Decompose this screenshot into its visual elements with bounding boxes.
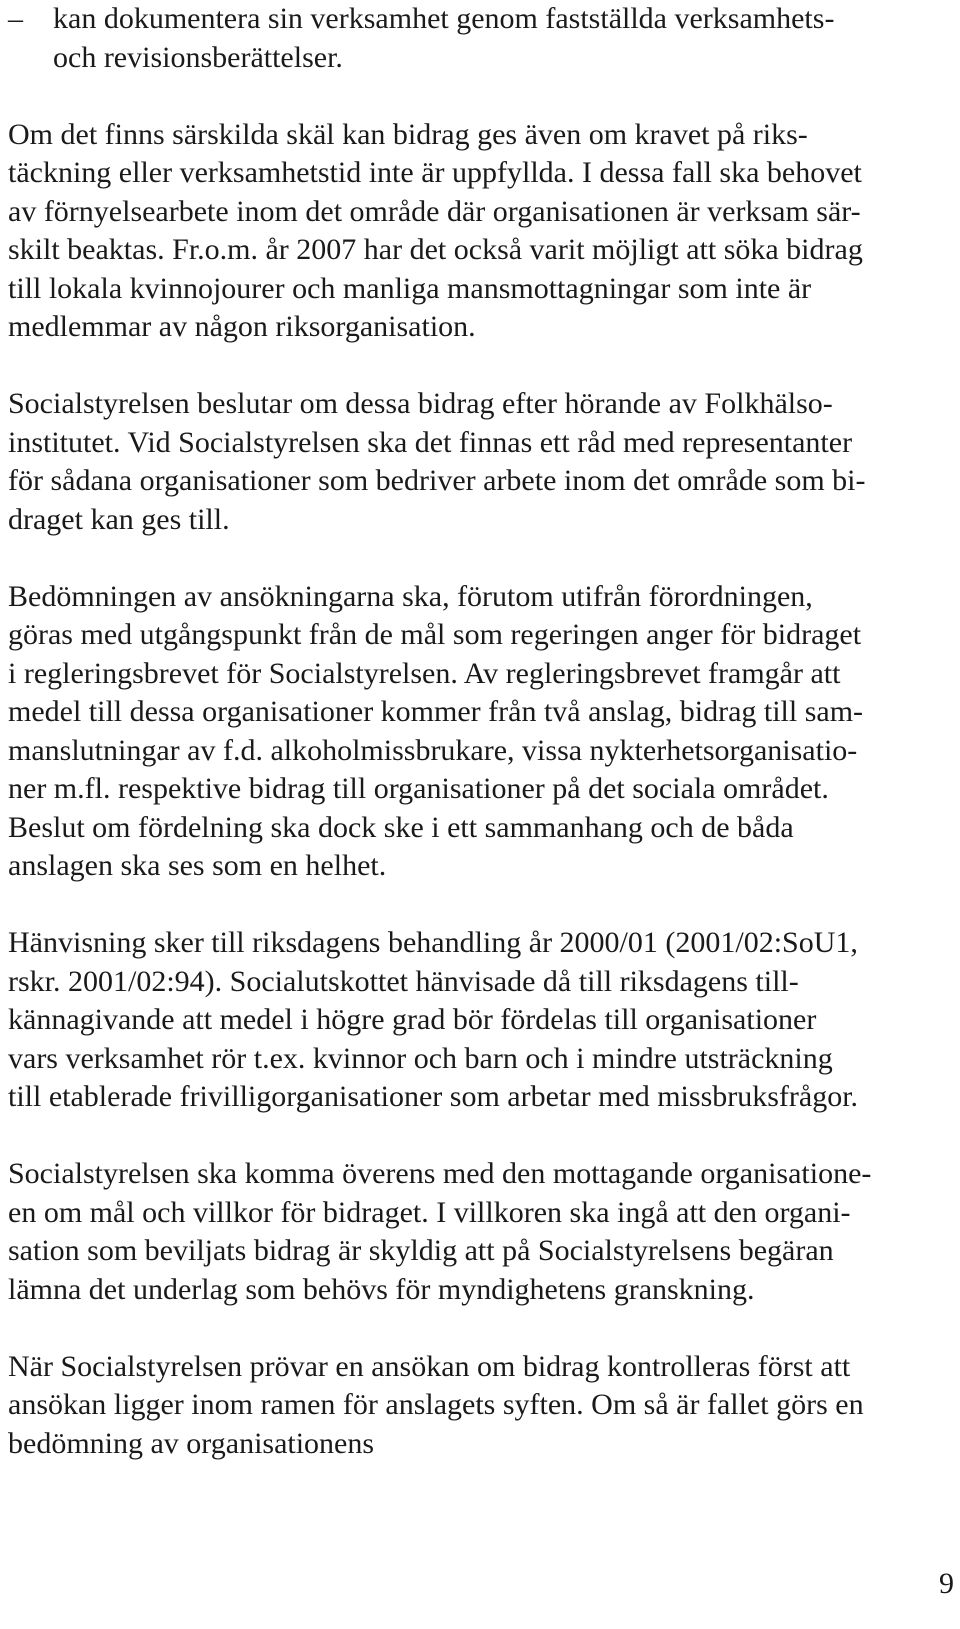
text-line: en om mål och villkor för bidraget. I villkoren ska ingå att den organi- [8,1195,851,1229]
text-line: institutet. Vid Socialstyrelsen ska det finnas ett råd med representanter [8,425,853,459]
text-line: ner m.fl. respektive bidrag till organisationer på det sociala området. [8,772,829,805]
paragraph [8,578,953,886]
text-line: bedömning av organisationens [8,1426,375,1460]
text-line: När Socialstyrelsen prövar en ansökan om bidrag kontrolleras först att [8,1349,851,1383]
paragraph-gap [8,1309,953,1348]
text-line: kännagivande att medel i högre grad bör fördelas till organisationer [8,1003,817,1036]
text-line: medel till dessa organisationer kommer från två anslag, bidrag till sam- [8,695,864,728]
text-line: ansökan ligger inom ramen för anslagets syften. Om så är fallet görs en [8,1388,864,1421]
text-line: för sådana organisationer som bedriver arbete inom det område som bi- [8,464,866,497]
text-line: göras med utgångspunkt från de mål som regeringen anger för bidraget [8,618,862,651]
list-item [8,0,953,77]
text-line: rskr. 2001/02:94). Socialutskottet hänvisade då till riksdagens till- [8,964,799,998]
text-line: skilt beaktas. Fr.o.m. år 2007 har det också varit möjligt att söka bidrag [8,233,863,266]
text-line: Om det finns särskilda skäl kan bidrag ges även om kravet på riks- [8,117,808,151]
text-line: manslutningar av f.d. alkoholmissbrukare, vissa nykterhetsorganisatio- [8,733,858,767]
text-line: vars verksamhet rör t.ex. kvinnor och barn och i mindre utsträckning [8,1041,833,1075]
paragraph [8,1155,953,1309]
paragraph-gap [8,886,953,925]
text-line: av förnyelsearbete inom det område där organisationen är verksam sär- [8,194,861,228]
paragraph [8,924,953,1117]
text-line: till lokala kvinnojourer och manliga mansmottagningar som inte är [8,271,812,305]
paragraph-gap [8,347,953,386]
text-line: täckning eller verksamhetstid inte är uppfyllda. I dessa fall ska behovet [8,156,862,189]
paragraph [8,1348,953,1464]
text-line: anslagen ska ses som en helhet. [8,849,387,882]
list-item-row [8,0,953,39]
paragraph [8,116,953,347]
text-line: och revisionsberättelser. [53,40,343,74]
document-page [8,0,953,1463]
text-line: lämna det underlag som behövs för myndighetens granskning. [8,1272,755,1306]
text-line: Hänvisning sker till riksdagens behandling år 2000/01 (2001/02:SoU1, [8,926,858,959]
text-line: draget kan ges till. [8,502,230,536]
text-line: Beslut om fördelning ska dock ske i ett sammanhang och de båda [8,810,794,844]
text-line: Socialstyrelsen ska komma överens med den mottagande organisatione- [8,1157,872,1190]
text-line: kan dokumentera sin verksamhet genom fastställda verksamhets- [53,2,835,35]
text-line: till etablerade frivilligorganisationer som arbetar med missbruksfrågor. [8,1080,859,1113]
text-line: i regleringsbrevet för Socialstyrelsen. Av regleringsbrevet framgår att [8,656,841,690]
text-line: Bedömningen av ansökningarna ska, förutom utifrån förordningen, [8,579,813,613]
text-line: Socialstyrelsen beslutar om dessa bidrag efter hörande av Folkhälso- [8,387,833,420]
paragraph-gap [8,1117,953,1156]
text-line: sation som beviljats bidrag är skyldig att på Socialstyrelsens begäran [8,1234,834,1267]
list-dash: – [8,2,23,35]
page-number: 9 [939,1567,954,1600]
paragraph [8,385,953,539]
paragraph-gap [8,77,953,116]
paragraph-gap [8,539,953,578]
text-line: medlemmar av någon riksorganisation. [8,310,476,343]
